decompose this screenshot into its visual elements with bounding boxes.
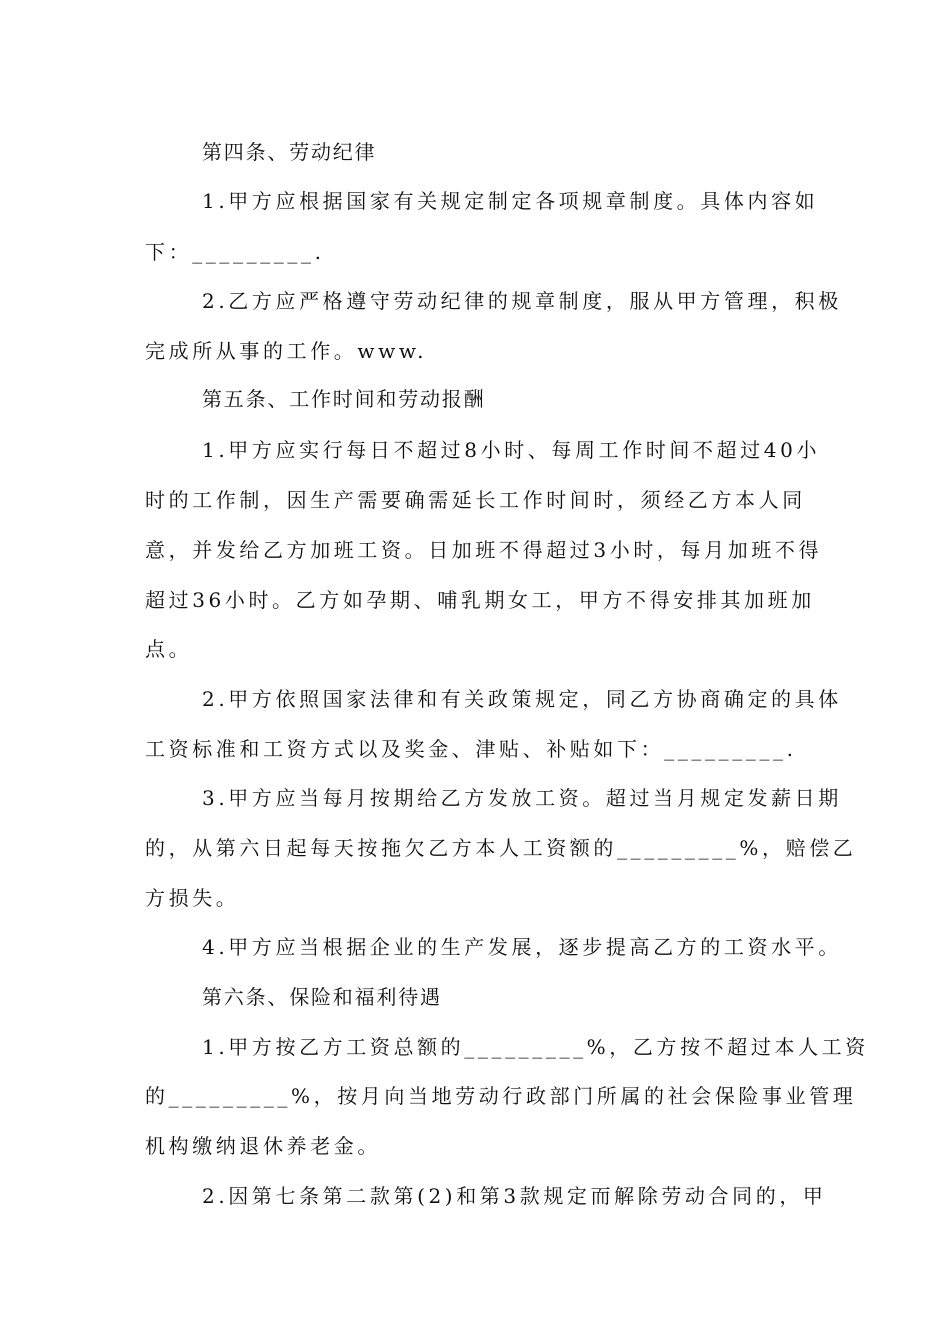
paragraph-line: 下：_________. [145,240,325,264]
paragraph-line: 3.甲方应当每月按期给乙方发放工资。超过当月规定发薪日期 [202,786,842,810]
paragraph-line: 2.乙方应严格遵守劳动纪律的规章制度，服从甲方管理，积极 [202,289,842,313]
paragraph-line: 的，从第六日起每天按拖欠乙方本人工资额的_________%，赔偿乙 [145,836,857,860]
paragraph-line: 完成所从事的工作。www. [145,339,428,363]
paragraph-line: 1.甲方应根据国家有关规定制定各项规章制度。具体内容如 [202,189,819,213]
article-5-heading: 第五条、工作时间和劳动报酬 [202,387,486,411]
paragraph-line: 点。 [145,637,193,661]
paragraph-line: 时的工作制，因生产需要确需延长工作时间时，须经乙方本人同 [145,488,806,512]
paragraph-line: 工资标准和工资方式以及奖金、津贴、补贴如下：_________. [145,737,797,761]
paragraph-line: 机构缴纳退休养老金。 [145,1134,381,1158]
paragraph-line: 意，并发给乙方加班工资。日加班不得超过3小时，每月加班不得 [145,538,823,562]
article-6-heading: 第六条、保险和福利待遇 [202,985,442,1009]
paragraph-line: 1.甲方应实行每日不超过8小时、每周工作时间不超过40小 [202,438,821,462]
paragraph-line: 1.甲方按乙方工资总额的_________%，乙方按不超过本人工资 [202,1035,869,1059]
paragraph-line: 2.甲方依照国家法律和有关政策规定，同乙方协商确定的具体 [202,687,842,711]
paragraph-line: 4.甲方应当根据企业的生产发展，逐步提高乙方的工资水平。 [202,935,842,959]
paragraph-line: 超过36小时。乙方如孕期、哺乳期女工，甲方不得安排其加班加 [145,588,815,612]
paragraph-line: 2.因第七条第二款第(2)和第3款规定而解除劳动合同的，甲 [202,1184,827,1208]
paragraph-line: 的_________%，按月向当地劳动行政部门所属的社会保险事业管理 [145,1084,857,1108]
article-4-heading: 第四条、劳动纪律 [202,140,377,164]
paragraph-line: 方损失。 [145,886,240,910]
